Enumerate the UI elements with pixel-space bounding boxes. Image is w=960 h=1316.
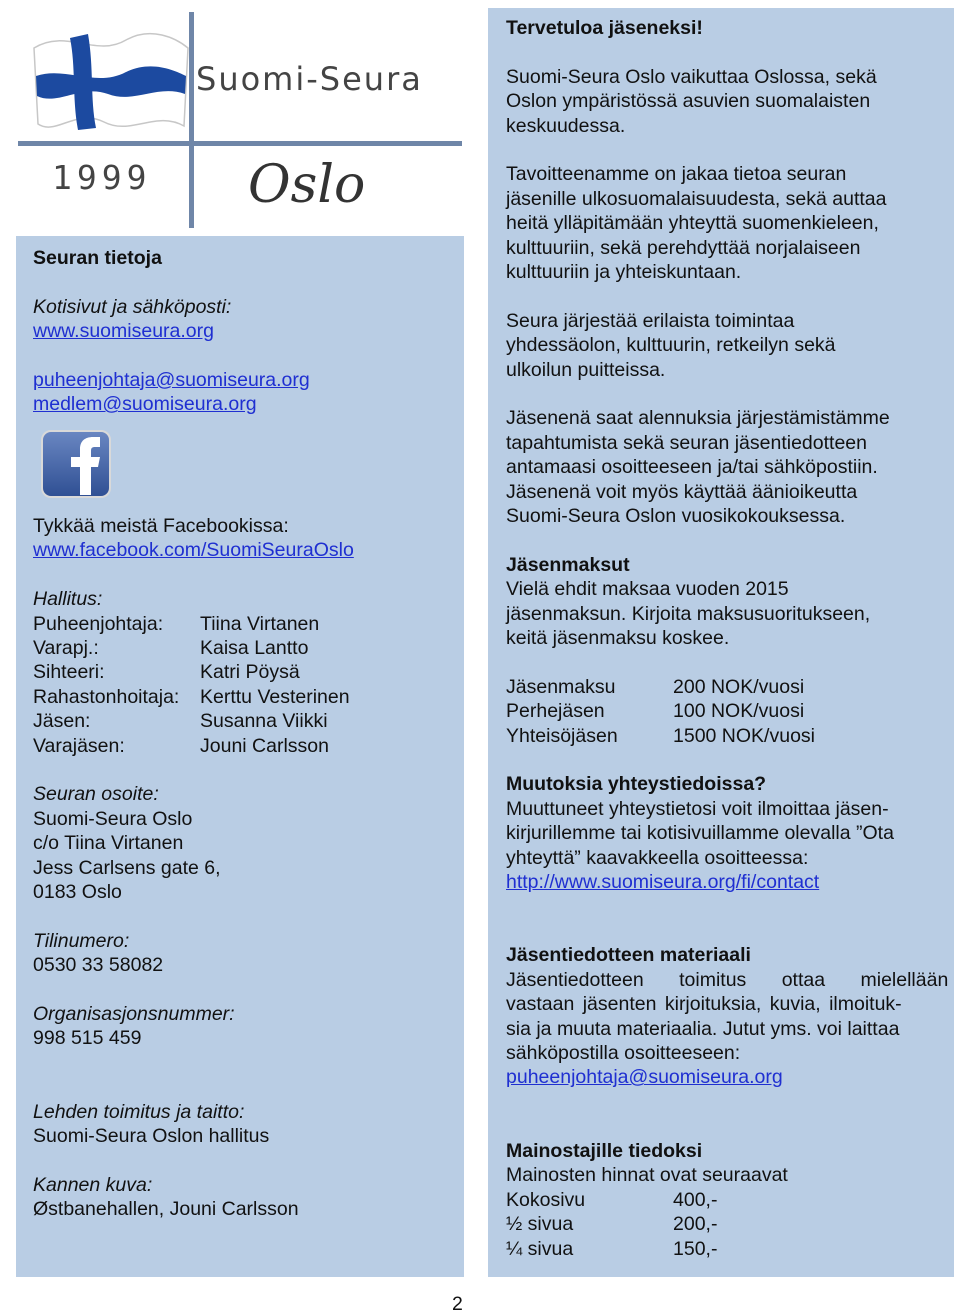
cover-label: Kannen kuva: xyxy=(33,1173,153,1196)
ad-row xyxy=(506,1237,938,1261)
goals-line: heitä ylläpitämään yhteyttä suomenkieleen, xyxy=(506,212,879,235)
account-label: Tilinumero: xyxy=(33,929,130,952)
intro-line: Suomi-Seura Oslo vaikuttaa Oslossa, sekä xyxy=(506,65,877,88)
ads-text: Mainosten hinnat ovat seuraavat xyxy=(506,1164,788,1187)
fees-heading: Jäsenmaksut xyxy=(506,553,630,576)
benefits-line: Jäsenenä saat alennuksia järjestämistämme xyxy=(506,407,890,430)
board-role: Puheenjohtaja: xyxy=(33,612,164,635)
contact-label: Kotisivut ja sähköposti: xyxy=(33,295,232,318)
fees-text-line: Vielä ehdit maksaa vuoden 2015 xyxy=(506,578,789,601)
goals-line: kulttuuriin, sekä perehdyttää norjalaiseen xyxy=(506,236,861,259)
board-role: Varapj.: xyxy=(33,637,99,660)
info-heading: Seuran tietoja xyxy=(33,247,162,269)
newsletter-line: sia ja muuta materiaalia. Jutut yms. voi laittaa xyxy=(506,1017,900,1040)
cover-value: Østbanehallen, Jouni Carlsson xyxy=(33,1198,299,1221)
board-label: Hallitus: xyxy=(33,588,103,611)
board-list xyxy=(33,612,453,758)
chair-email-link[interactable]: puheenjohtaja@suomiseura.org xyxy=(33,369,310,391)
newsletter-line: Jäsentiedotteen toimitus ottaa mielellään xyxy=(506,968,949,991)
address-line: 0183 Oslo xyxy=(33,881,122,904)
ad-size: ½ sivua xyxy=(506,1213,574,1236)
benefits-line: tapahtumista sekä seuran jäsentiedotteen xyxy=(506,431,867,454)
changes-line: kirjurillemme tai kotisivuillamme olevalla ”Ota xyxy=(506,822,894,845)
newsletter-line: vastaan jäsenten kirjoituksia, kuvia, ilmoituk- xyxy=(506,993,902,1016)
fee-type: Yhteisöjäsen xyxy=(506,724,618,747)
benefits-line: Jäsenenä voit myös käyttää äänioikeutta xyxy=(506,480,858,503)
ads-heading: Mainostajille tiedoksi xyxy=(506,1140,703,1162)
logo xyxy=(16,8,464,236)
board-role: Jäsen: xyxy=(33,710,91,733)
facebook-link[interactable]: www.facebook.com/SuomiSeuraOslo xyxy=(33,539,354,562)
board-name: Susanna Viikki xyxy=(200,710,328,733)
board-name: Tiina Virtanen xyxy=(200,612,320,635)
goals-line: Tavoitteenamme on jakaa tietoa seuran xyxy=(506,163,847,186)
board-name: Kaisa Lantto xyxy=(200,637,309,660)
account-number: 0530 33 58082 xyxy=(33,954,164,977)
address-line: Suomi-Seura Oslo xyxy=(33,807,193,830)
fee-type: Perhejäsen xyxy=(506,700,605,723)
facebook-icon[interactable] xyxy=(40,429,112,499)
editor-label: Lehden toimitus ja taitto: xyxy=(33,1100,245,1123)
logo-brand: Suomi-Seura xyxy=(196,60,423,98)
ad-price: 150,- xyxy=(673,1237,718,1260)
ad-size: ¼ sivua xyxy=(506,1237,574,1260)
newsletter-email-link[interactable]: puheenjohtaja@suomiseura.org xyxy=(506,1066,783,1089)
fee-row xyxy=(506,724,938,748)
activities-line: ulkoilun puitteissa. xyxy=(506,358,666,381)
address-line: c/o Tiina Virtanen xyxy=(33,832,184,855)
board-row xyxy=(33,660,453,684)
board-row xyxy=(33,636,453,660)
ad-price: 200,- xyxy=(673,1213,718,1236)
intro-line: Oslon ympäristössä asuvien suomalaisten xyxy=(506,90,871,113)
members-email-link[interactable]: medlem@suomiseura.org xyxy=(33,393,257,416)
benefits-line: antamaasi osoitteeseen ja/tai sähköpostiin. xyxy=(506,456,878,479)
address-line: Jess Carlsens gate 6, xyxy=(33,856,221,879)
fee-type: Jäsenmaksu xyxy=(506,675,616,698)
fee-price: 1500 NOK/vuosi xyxy=(673,724,815,747)
welcome-heading: Tervetuloa jäseneksi! xyxy=(506,17,703,39)
fee-price: 200 NOK/vuosi xyxy=(673,675,805,698)
newsletter-heading: Jäsentiedotteen materiaali xyxy=(506,944,751,967)
fee-row xyxy=(506,675,938,699)
activities-line: yhdessäolon, kulttuurin, retkeilyn sekä xyxy=(506,334,836,357)
logo-vertical-line xyxy=(189,12,194,228)
ad-price: 400,- xyxy=(673,1188,718,1211)
logo-year: 1999 xyxy=(52,158,152,197)
left-info-panel xyxy=(16,236,464,1277)
board-name: Jouni Carlsson xyxy=(200,734,329,757)
changes-heading: Muutoksia yhteystiedoissa? xyxy=(506,773,767,796)
fees-text-line: jäsenmaksun. Kirjoita maksusuoritukseen, xyxy=(506,602,871,625)
board-role: Sihteeri: xyxy=(33,661,105,684)
board-name: Katri Pöysä xyxy=(200,661,300,684)
changes-line: Muuttuneet yhteystietosi voit ilmoittaa jäsen- xyxy=(506,797,889,820)
fees-table xyxy=(506,675,938,748)
board-row xyxy=(33,734,453,758)
editor-value: Suomi-Seura Oslon hallitus xyxy=(33,1125,270,1148)
contact-url-link[interactable]: http://www.suomiseura.org/fi/contact xyxy=(506,871,820,894)
org-number: 998 515 459 xyxy=(33,1027,142,1050)
facebook-text: Tykkää meistä Facebookissa: xyxy=(33,515,289,537)
benefits-line: Suomi-Seura Oslon vuosikokouksessa. xyxy=(506,505,846,528)
board-name: Kerttu Vesterinen xyxy=(200,685,350,708)
activities-line: Seura järjestää erilaista toimintaa xyxy=(506,309,795,332)
right-info-panel xyxy=(488,8,954,1277)
ad-size: Kokosivu xyxy=(506,1188,586,1211)
fees-text-line: keitä jäsenmaksu koskee. xyxy=(506,627,730,650)
finnish-flag-icon xyxy=(26,18,196,148)
board-row xyxy=(33,685,453,709)
ad-row xyxy=(506,1188,938,1212)
board-role: Rahastonhoitaja: xyxy=(33,685,180,708)
goals-line: jäsenille ulkosuomalaisuudesta, sekä auttaa xyxy=(506,187,887,210)
fee-row xyxy=(506,699,938,723)
newsletter-line: sähköpostilla osoitteeseen: xyxy=(506,1041,741,1064)
ads-table xyxy=(506,1188,938,1261)
intro-line: keskuudessa. xyxy=(506,114,626,137)
address-label: Seuran osoite: xyxy=(33,783,159,806)
board-role: Varajäsen: xyxy=(33,734,125,757)
board-row xyxy=(33,612,453,636)
page-number: 2 xyxy=(452,1293,463,1315)
changes-line: yhteyttä” kaavakkeella osoitteessa: xyxy=(506,846,809,869)
fee-price: 100 NOK/vuosi xyxy=(673,700,805,723)
board-row xyxy=(33,709,453,733)
org-label: Organisasjonsnummer: xyxy=(33,1003,235,1026)
website-link[interactable]: www.suomiseura.org xyxy=(33,320,214,343)
ad-row xyxy=(506,1212,938,1236)
logo-city: Oslo xyxy=(248,155,366,215)
logo-horizontal-line xyxy=(18,141,462,146)
goals-line: kulttuuriin ja yhteiskuntaan. xyxy=(506,261,742,284)
